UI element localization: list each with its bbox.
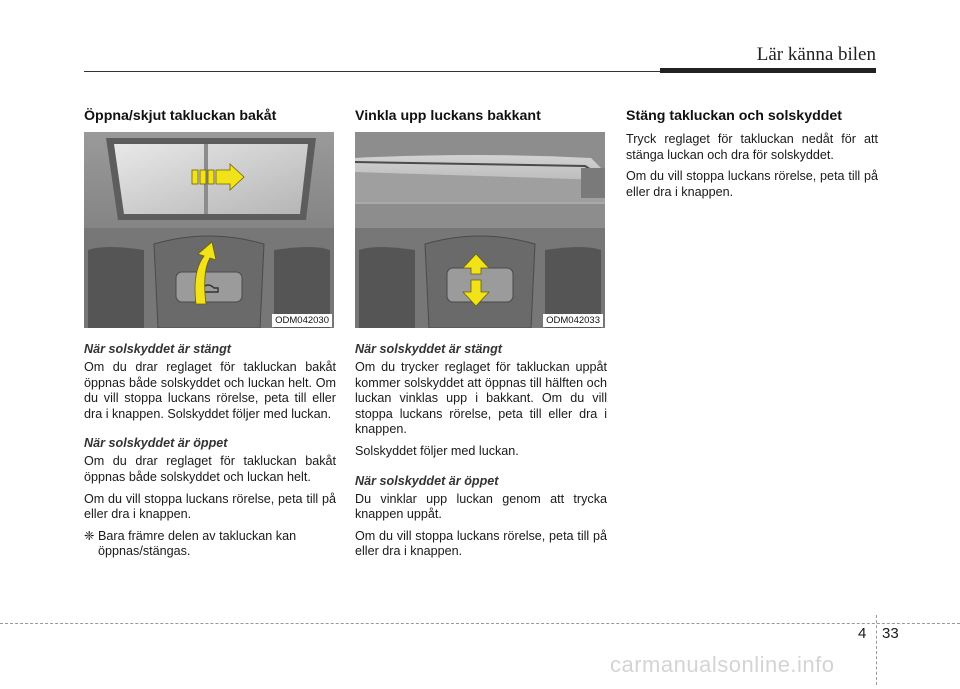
- header-title: Lär känna bilen: [756, 44, 876, 65]
- section-number: 4: [858, 625, 867, 642]
- column-close: [626, 108, 878, 206]
- figure-sunroof-tilt: [355, 132, 605, 328]
- paragraph: Solskyddet följer med luckan.: [355, 443, 519, 458]
- paragraph: Om du trycker reglaget för takluckan uppåt kommer solskyddet att öppnas till hälften och luckan vinklas upp i bakkant. Om du vill stoppa luckans rörelse, peta till eller dra i knappen.: [355, 360, 607, 437]
- paragraph: Om du vill stoppa luckans rörelse, peta till på eller dra i knappen.: [355, 528, 607, 559]
- subheading-open: När solskyddet är öppet: [84, 436, 228, 451]
- sunroof-tilt-illustration: [355, 132, 605, 328]
- watermark: carmanualsonline.info: [610, 652, 835, 677]
- paragraph: Du vinklar upp luckan genom att trycka knappen uppåt.: [355, 491, 607, 522]
- footer-rule: [0, 623, 960, 624]
- header-rule-thick: [660, 68, 876, 73]
- header-rule: [84, 71, 660, 72]
- note-symbol: ❈: [84, 528, 95, 543]
- paragraph: Om du vill stoppa luckans rörelse, peta till på eller dra i knappen.: [626, 169, 878, 199]
- note-text: Bara främre delen av takluckan kan öppnas/stängas.: [98, 528, 297, 559]
- column-tilt: [355, 108, 607, 566]
- subheading-closed: När solskyddet är stängt: [355, 342, 502, 356]
- sunroof-slide-illustration: [84, 132, 334, 328]
- figure-code: ODM042030: [272, 314, 332, 327]
- note: [84, 529, 336, 560]
- column-open-slide: [84, 108, 336, 560]
- section-heading: Öppna/skjut takluckan bakåt: [84, 108, 277, 124]
- paragraph: Tryck reglaget för takluckan nedåt för att stänga luckan och dra för solskyddet.: [626, 132, 878, 162]
- subheading-open: När solskyddet är öppet: [355, 473, 499, 488]
- paragraph: Om du drar reglaget för takluckan bakåt öppnas både solskyddet och luckan helt.: [84, 454, 336, 484]
- figure-sunroof-slide: [84, 132, 334, 328]
- footer-divider: [876, 615, 877, 685]
- section-heading: Vinkla upp luckans bakkant: [355, 108, 541, 124]
- figure-code: ODM042033: [543, 314, 603, 327]
- paragraph: Om du drar reglaget för takluckan bakåt öppnas både solskyddet och luckan helt. Om du vill stoppa luckans rörelse, peta till eller dra i knappen. Solskyddet följer med luckan.: [84, 360, 336, 421]
- section-heading: Stäng takluckan och solskyddet: [626, 108, 843, 124]
- paragraph: Om du vill stoppa luckans rörelse, peta till på eller dra i knappen.: [84, 491, 336, 522]
- subheading-closed: När solskyddet är stängt: [84, 342, 231, 356]
- page-number: 33: [882, 625, 899, 642]
